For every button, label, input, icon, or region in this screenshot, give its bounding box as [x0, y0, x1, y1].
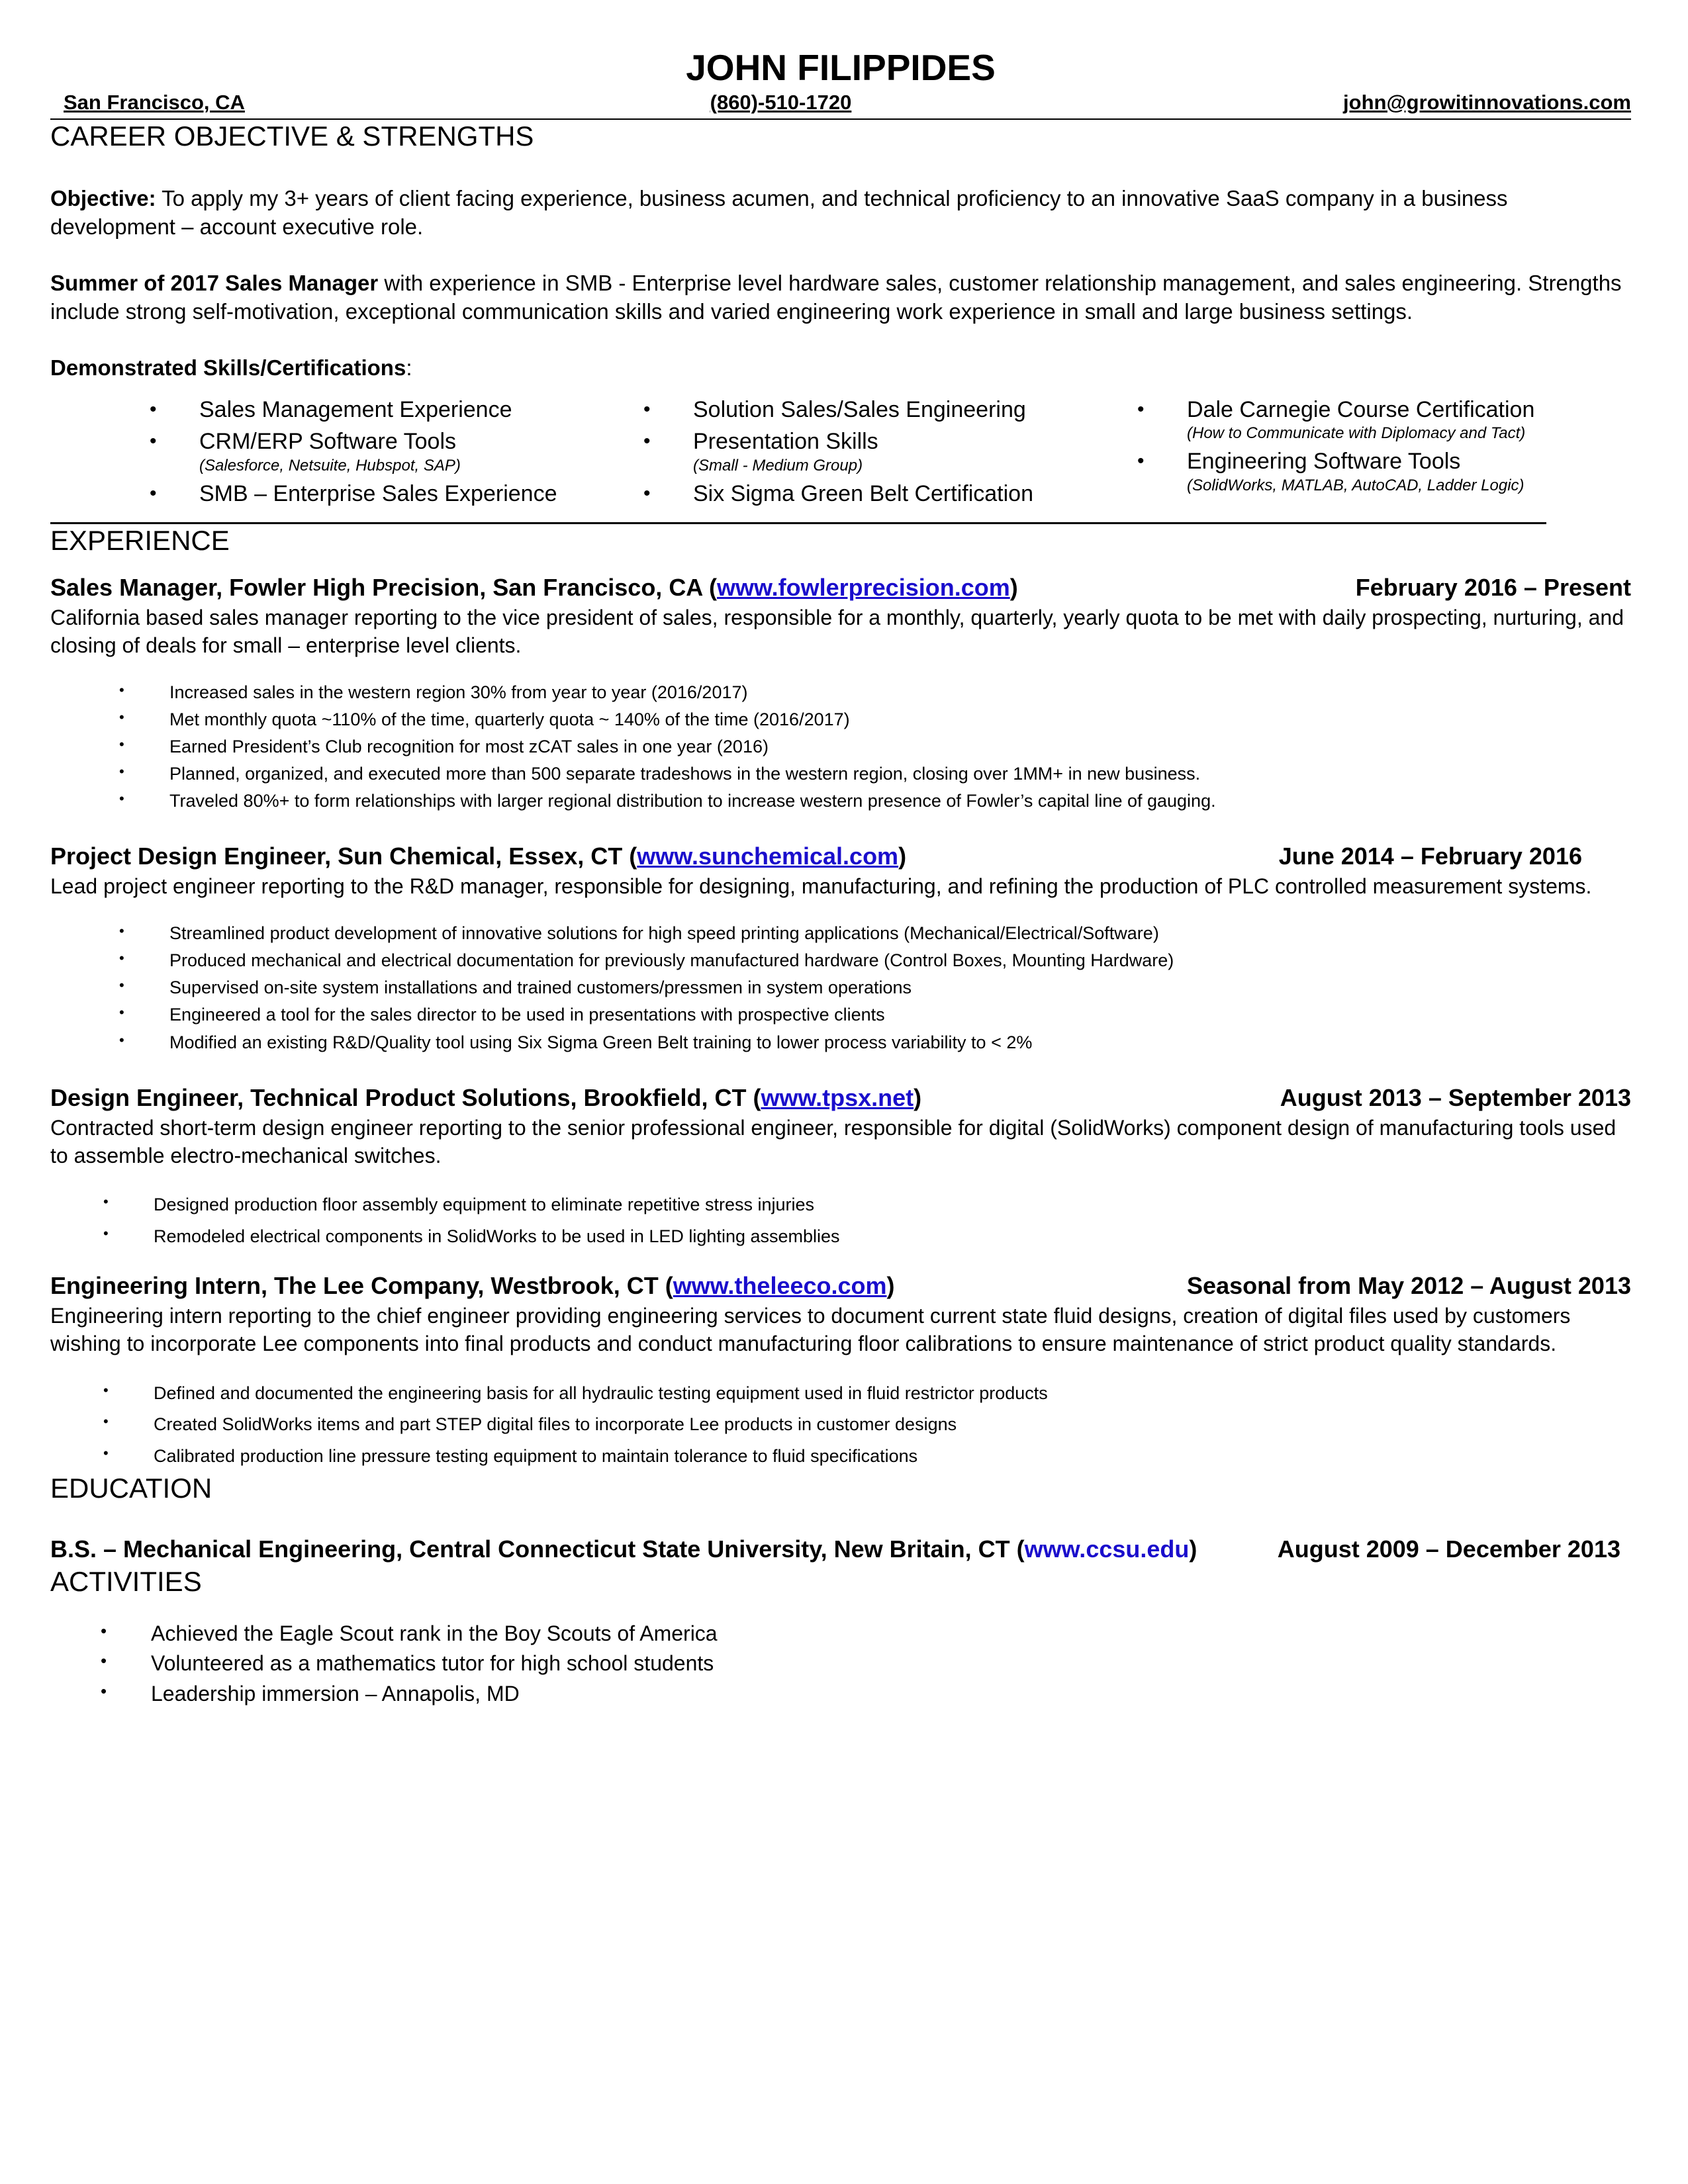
activities-heading: ACTIVITIES	[50, 1566, 202, 1598]
paren-close: )	[898, 842, 907, 870]
list-item	[50, 1619, 1631, 1649]
resume-document	[50, 48, 1631, 1709]
bullet-text: Increased sales in the western region 30% from year to year (2016/2017)	[169, 682, 748, 702]
skill-item	[150, 480, 643, 508]
bullet-icon: •	[103, 1224, 109, 1242]
job-bullets	[50, 920, 1631, 1056]
education-heading: EDUCATION	[50, 1473, 212, 1504]
bullet-icon: •	[103, 1444, 109, 1461]
job-entry	[50, 572, 1631, 815]
candidate-name: JOHN FILIPPIDES	[686, 47, 996, 88]
bullet-text: Calibrated production line pressure testing equipment to maintain tolerance to fluid specifications	[154, 1445, 918, 1466]
bullet-text: Supervised on-site system installations and trained customers/pressmen in system operations	[169, 978, 912, 998]
email-text: john@growitinnovations.com	[1343, 90, 1631, 114]
skills-title-line	[50, 354, 1631, 383]
degree-text: B.S. – Mechanical Engineering, Central Connecticut State University, New Britain, CT (	[50, 1535, 1025, 1563]
list-item	[50, 947, 1631, 974]
skill-sub: (SolidWorks, MATLAB, AutoCAD, Ladder Logic)	[1187, 476, 1524, 494]
job-title: Engineering Intern, The Lee Company, Westbrook, CT (	[50, 1272, 673, 1300]
objective-text: To apply my 3+ years of client facing experience, business acumen, and technical proficiency to an innovative SaaS company in a business development – account executive role.	[50, 186, 1508, 240]
career-heading: CAREER OBJECTIVE & STRENGTHS	[50, 120, 534, 152]
skill-label: Solution Sales/Sales Engineering	[693, 396, 1026, 422]
summary-paragraph	[50, 269, 1631, 326]
skill-item	[1137, 447, 1631, 496]
bullet-icon: •	[119, 1004, 124, 1021]
bullet-icon: •	[643, 398, 651, 420]
bullet-text: Planned, organized, and executed more than 500 separate tradeshows in the western region, closing over 1MM+ in new business.	[169, 764, 1201, 784]
job-dates: August 2013 – September 2013	[1280, 1083, 1631, 1111]
job-description: Lead project engineer reporting to the R&D manager, responsible for designing, manufacturing, and refining the production of PLC controlled measurement systems.	[50, 874, 1592, 899]
phone-text: (860)-510-1720	[710, 90, 852, 114]
activity-text: Volunteered as a mathematics tutor for high school students	[151, 1651, 714, 1676]
skill-item	[150, 428, 643, 476]
skills-grid	[50, 396, 1631, 512]
bullet-icon: •	[1137, 398, 1145, 420]
education-entry	[50, 1534, 1631, 1565]
skill-sub: (How to Communicate with Diplomacy and Tact)	[1187, 424, 1526, 443]
objective-paragraph	[50, 185, 1631, 242]
list-item	[50, 920, 1631, 947]
bullet-icon: •	[150, 430, 157, 453]
list-item	[50, 974, 1631, 1001]
location-text: San Francisco, CA	[64, 90, 245, 114]
bullet-text: Produced mechanical and electrical documentation for previously manufactured hardware (Control Boxes, Mounting Hardware)	[169, 950, 1174, 971]
bullet-icon: •	[643, 430, 651, 453]
list-item	[50, 1409, 1631, 1441]
job-header	[50, 1271, 1631, 1300]
skill-label: SMB – Enterprise Sales Experience	[199, 480, 557, 506]
job-title: Project Design Engineer, Sun Chemical, Essex, CT (	[50, 842, 637, 870]
skill-label: Sales Management Experience	[199, 396, 512, 422]
bullet-icon: •	[119, 977, 124, 994]
skill-label: CRM/ERP Software Tools	[199, 429, 456, 455]
bullet-text: Designed production floor assembly equipment to eliminate repetitive stress injuries	[154, 1195, 814, 1215]
list-item	[50, 679, 1631, 706]
school-link[interactable]: www.ccsu.edu	[1024, 1535, 1190, 1563]
paren-close: )	[914, 1083, 922, 1111]
job-bullets	[50, 679, 1631, 815]
bullet-icon: •	[150, 482, 157, 504]
list-item	[50, 733, 1631, 760]
bullet-icon: •	[119, 1031, 124, 1048]
summary-label: Summer of 2017 Sales Manager	[50, 270, 379, 295]
bullet-icon: •	[119, 736, 124, 753]
job-title: Design Engineer, Technical Product Solutions, Brookfield, CT (	[50, 1083, 761, 1111]
bullet-icon: •	[150, 398, 157, 420]
paren-close: )	[1009, 573, 1018, 601]
list-item	[50, 1378, 1631, 1410]
skills-title: Demonstrated Skills/Certifications	[50, 355, 406, 380]
paren-close: )	[1189, 1535, 1197, 1563]
job-header	[50, 841, 1631, 871]
skill-item	[150, 396, 643, 424]
list-item	[50, 1189, 1631, 1221]
skill-label: Dale Carnegie Course Certification	[1187, 396, 1535, 422]
job-dates: Seasonal from May 2012 – August 2013	[1187, 1272, 1631, 1300]
bullet-icon: •	[103, 1413, 109, 1430]
job-entry	[50, 1271, 1631, 1472]
activities-list	[50, 1619, 1631, 1709]
list-item	[50, 1649, 1631, 1678]
company-link[interactable]: www.tpsx.net	[761, 1083, 914, 1111]
job-dates: February 2016 – Present	[1355, 573, 1631, 601]
bullet-icon: •	[119, 682, 124, 698]
bullet-icon: •	[119, 950, 124, 967]
list-item	[50, 760, 1631, 788]
skill-label: Presentation Skills	[693, 429, 878, 455]
bullet-icon: •	[101, 1651, 107, 1671]
bullet-text: Created SolidWorks items and part STEP digital files to incorporate Lee products in customer designs	[154, 1414, 957, 1435]
bullet-text: Traveled 80%+ to form relationships with larger regional distribution to increase western presence of Fowler’s capital line of gauging.	[169, 791, 1216, 811]
skills-column	[1137, 396, 1631, 512]
activity-text: Achieved the Eagle Scout rank in the Boy Scouts of America	[151, 1621, 718, 1645]
skill-item	[643, 396, 1137, 424]
company-link[interactable]: www.sunchemical.com	[637, 842, 899, 870]
skills-colon: :	[406, 355, 412, 380]
company-link[interactable]: www.fowlerprecision.com	[716, 573, 1010, 601]
job-title: Sales Manager, Fowler High Precision, San Francisco, CA (	[50, 573, 717, 601]
job-dates: June 2014 – February 2016	[1278, 842, 1582, 870]
skills-column	[150, 396, 643, 512]
job-header	[50, 572, 1631, 602]
list-item	[50, 1221, 1631, 1253]
skill-sub: (Small - Medium Group)	[693, 456, 863, 475]
skill-item	[643, 480, 1137, 508]
bullet-text: Engineered a tool for the sales director to be used in presentations with prospective clients	[169, 1005, 885, 1025]
list-item	[50, 706, 1631, 733]
contact-line	[50, 89, 1631, 120]
job-description: California based sales manager reporting to the vice president of sales, responsible for a monthly, quarterly, yearly quota to be met with daily prospecting, nurturing, and closing of deals for small – enterprise level clients.	[50, 605, 1624, 657]
job-entry	[50, 841, 1631, 1056]
skill-label: Engineering Software Tools	[1187, 449, 1461, 475]
list-item	[50, 1029, 1631, 1056]
bullet-text: Defined and documented the engineering basis for all hydraulic testing equipment used in fluid restrictor products	[154, 1383, 1048, 1403]
bullet-icon: •	[119, 763, 124, 780]
bullet-icon: •	[119, 790, 124, 807]
bullet-icon: •	[1137, 450, 1145, 473]
job-header	[50, 1083, 1631, 1113]
bullet-icon: •	[101, 1680, 107, 1701]
bullet-icon: •	[103, 1381, 109, 1398]
list-item	[50, 1441, 1631, 1473]
education-dates: August 2009 – December 2013	[1277, 1535, 1620, 1563]
bullet-icon: •	[101, 1620, 107, 1641]
bullet-icon: •	[119, 709, 124, 726]
bullet-text: Remodeled electrical components in SolidWorks to be used in LED lighting assemblies	[154, 1226, 840, 1246]
bullet-text: Earned President’s Club recognition for most zCAT sales in one year (2016)	[169, 737, 769, 757]
job-bullets	[50, 1378, 1631, 1473]
skill-sub: (Salesforce, Netsuite, Hubspot, SAP)	[199, 456, 461, 475]
bullet-icon: •	[119, 923, 124, 940]
skill-label: Six Sigma Green Belt Certification	[693, 480, 1033, 506]
bullet-icon: •	[643, 482, 651, 504]
job-bullets	[50, 1189, 1631, 1252]
job-entry	[50, 1083, 1631, 1253]
summary-text: with experience in SMB - Enterprise level hardware sales, customer relationship management, and sales engineering. Strengths include strong self-motivation, exceptional communication skills and varied engineering work experience in small and large business settings.	[50, 270, 1622, 324]
list-item	[50, 1001, 1631, 1028]
bullet-text: Met monthly quota ~110% of the time, quarterly quota ~ 140% of the time (2016/2017)	[169, 709, 850, 730]
skills-column	[643, 396, 1137, 512]
job-description: Contracted short-term design engineer reporting to the senior professional engineer, responsible for digital (SolidWorks) component design of manufacturing tools used to assemble electro-mechanical switches.	[50, 1115, 1617, 1167]
skill-item	[643, 428, 1137, 476]
bullet-icon: •	[103, 1193, 109, 1210]
skill-item	[1137, 396, 1631, 444]
bullet-text: Streamlined product development of innovative solutions for high speed printing applications (Mechanical/Electrical/Software)	[169, 923, 1159, 944]
experience-heading: EXPERIENCE	[50, 525, 230, 557]
objective-label: Objective:	[50, 186, 156, 211]
list-item	[50, 788, 1631, 815]
paren-close: )	[886, 1272, 895, 1300]
activity-text: Leadership immersion – Annapolis, MD	[151, 1681, 520, 1706]
list-item	[50, 1679, 1631, 1709]
company-link[interactable]: www.theleeco.com	[673, 1272, 887, 1300]
bullet-text: Modified an existing R&D/Quality tool using Six Sigma Green Belt training to lower process variability to < 2%	[169, 1032, 1033, 1052]
job-description: Engineering intern reporting to the chief engineer providing engineering services to document current state fluid designs, creation of digital files used by customers wishing to incorporate Lee components into final products and conduct manufacturing floor calibrations to ensure maintenance of strict product quality standards.	[50, 1304, 1571, 1356]
